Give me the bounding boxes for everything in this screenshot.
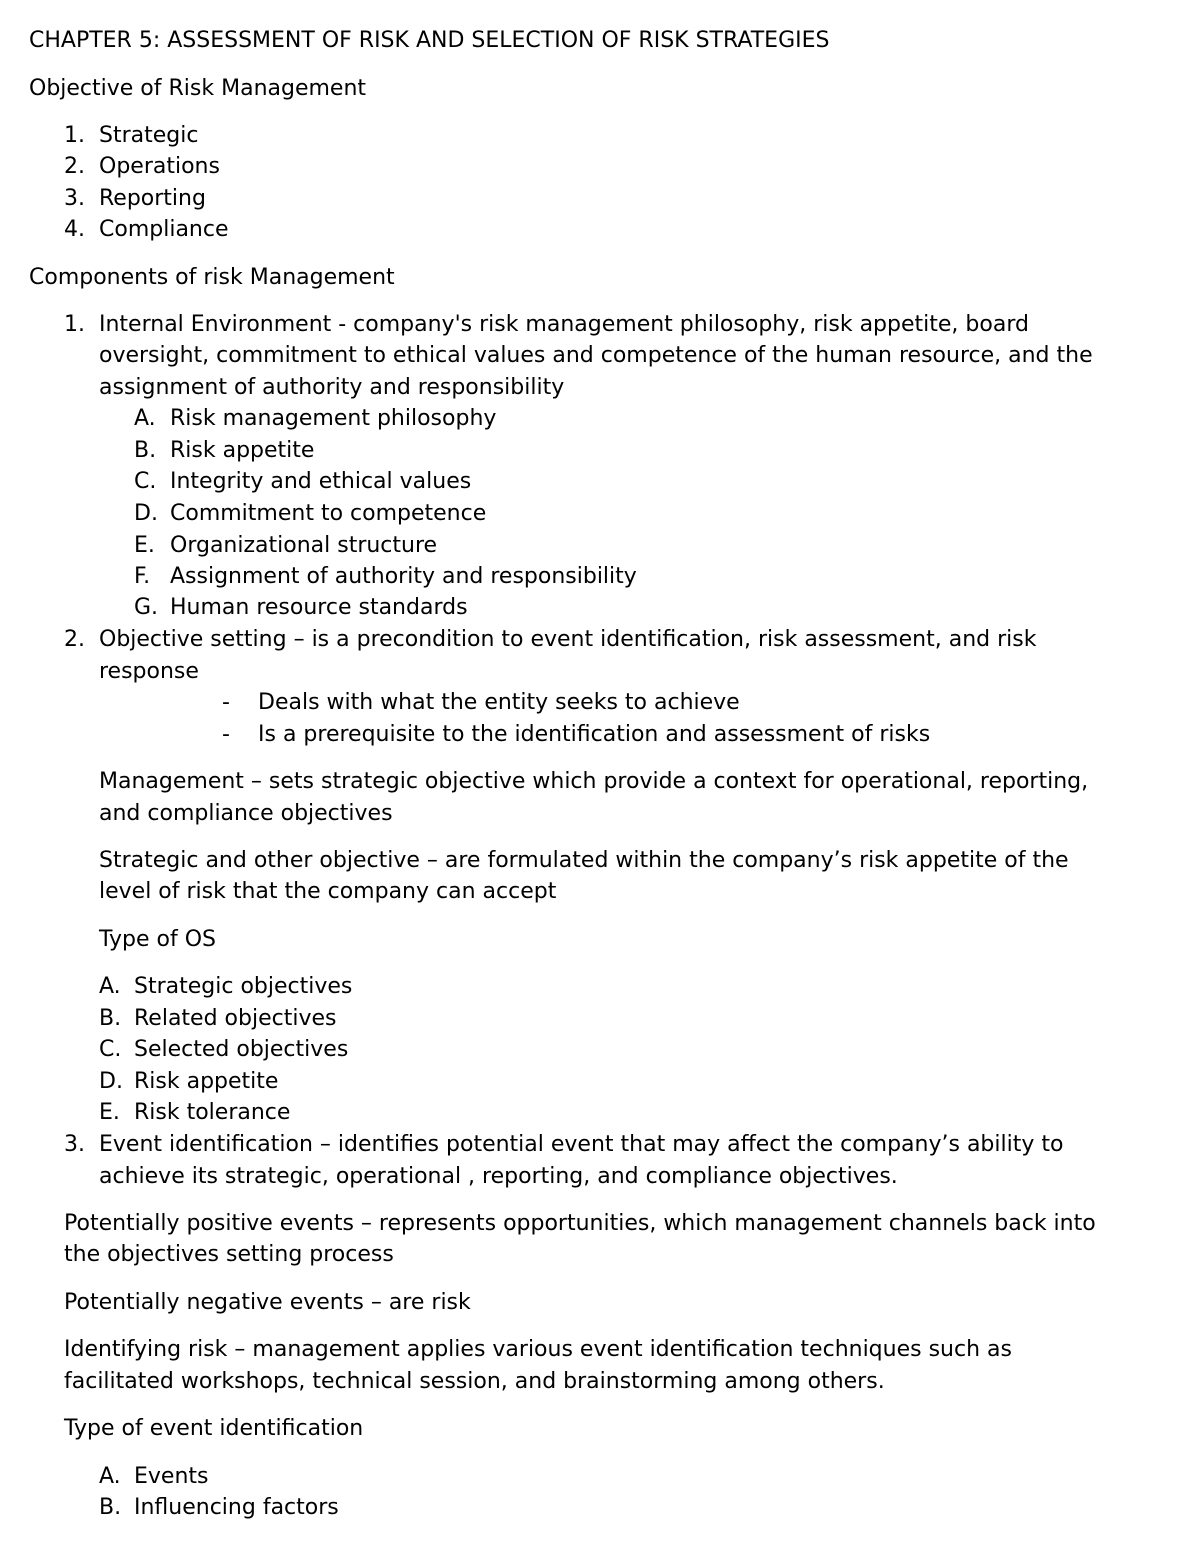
sub-letter: F. — [134, 564, 151, 589]
sub-letter: G. — [134, 595, 159, 620]
sub-letter: D. — [99, 1069, 123, 1094]
bullet-item: Is a prerequisite to the identification and assessment of risks — [258, 722, 931, 747]
sub-letter: C. — [134, 469, 157, 494]
sub-item: Integrity and ethical values — [170, 469, 472, 494]
list-number: 2. — [64, 154, 85, 179]
paragraph-line: Potentially negative events – are risk — [64, 1290, 471, 1315]
list-number: 4. — [64, 217, 85, 242]
list-item: Operations — [99, 154, 220, 179]
paragraph-line: oversight, commitment to ethical values and competence of the human resource, and the — [99, 343, 1093, 368]
bullet-mark: - — [222, 722, 230, 747]
paragraph-line: Strategic and other objective – are formulated within the company’s risk appetite of the — [99, 848, 1069, 873]
sub-letter: D. — [134, 501, 158, 526]
paragraph-line: Objective setting – is a precondition to event identification, risk assessment, and risk — [99, 627, 1037, 652]
paragraph-line: response — [99, 659, 199, 684]
paragraph-line: Potentially positive events – represents opportunities, which management channels back into — [64, 1211, 1096, 1236]
sub-item: Commitment to competence — [170, 501, 487, 526]
objective-heading: Objective of Risk Management — [29, 76, 367, 101]
sub-letter: A. — [99, 1464, 121, 1489]
paragraph-line: facilitated workshops, technical session, and brainstorming among others. — [64, 1369, 885, 1394]
page-title: CHAPTER 5: ASSESSMENT OF RISK AND SELECTION OF RISK STRATEGIES — [29, 28, 830, 53]
paragraph-line: the objectives setting process — [64, 1242, 394, 1267]
event-type-heading: Type of event identification — [64, 1416, 364, 1441]
sub-item: Strategic objectives — [134, 974, 353, 999]
list-number: 3. — [64, 1132, 85, 1157]
sub-letter: E. — [99, 1100, 120, 1125]
sub-item: Risk appetite — [134, 1069, 279, 1094]
paragraph-line: Identifying risk – management applies various event identification techniques such as — [64, 1337, 1012, 1362]
sub-letter: A. — [99, 974, 121, 999]
sub-item: Related objectives — [134, 1006, 337, 1031]
sub-letter: A. — [134, 406, 156, 431]
sub-item: Events — [134, 1464, 209, 1489]
paragraph-line: Event identification – identifies potential event that may affect the company’s ability to — [99, 1132, 1064, 1157]
list-number: 3. — [64, 186, 85, 211]
sub-item: Risk tolerance — [134, 1100, 291, 1125]
paragraph-line: level of risk that the company can accept — [99, 879, 557, 904]
paragraph-line: Internal Environment - company's risk management philosophy, risk appetite, board — [99, 312, 1029, 337]
paragraph-line: Management – sets strategic objective which provide a context for operational, reporting, — [99, 769, 1089, 794]
sub-item: Risk management philosophy — [170, 406, 497, 431]
sub-item: Influencing factors — [134, 1495, 339, 1520]
type-os-heading: Type of OS — [99, 927, 217, 952]
sub-letter: E. — [134, 533, 155, 558]
sub-item: Human resource standards — [170, 595, 468, 620]
paragraph-line: assignment of authority and responsibility — [99, 375, 565, 400]
sub-item: Organizational structure — [170, 533, 438, 558]
list-item: Strategic — [99, 123, 199, 148]
paragraph-line: and compliance objectives — [99, 801, 393, 826]
paragraph-line: achieve its strategic, operational , reporting, and compliance objectives. — [99, 1164, 898, 1189]
components-heading: Components of risk Management — [29, 265, 395, 290]
sub-letter: B. — [99, 1495, 122, 1520]
list-item: Reporting — [99, 186, 206, 211]
sub-item: Assignment of authority and responsibility — [170, 564, 637, 589]
bullet-item: Deals with what the entity seeks to achieve — [258, 690, 740, 715]
list-item: Compliance — [99, 217, 229, 242]
bullet-mark: - — [222, 690, 230, 715]
sub-letter: B. — [134, 438, 157, 463]
list-number: 2. — [64, 627, 85, 652]
sub-letter: B. — [99, 1006, 122, 1031]
sub-item: Risk appetite — [170, 438, 315, 463]
sub-letter: C. — [99, 1037, 122, 1062]
sub-item: Selected objectives — [134, 1037, 349, 1062]
list-number: 1. — [64, 123, 85, 148]
list-number: 1. — [64, 312, 85, 337]
